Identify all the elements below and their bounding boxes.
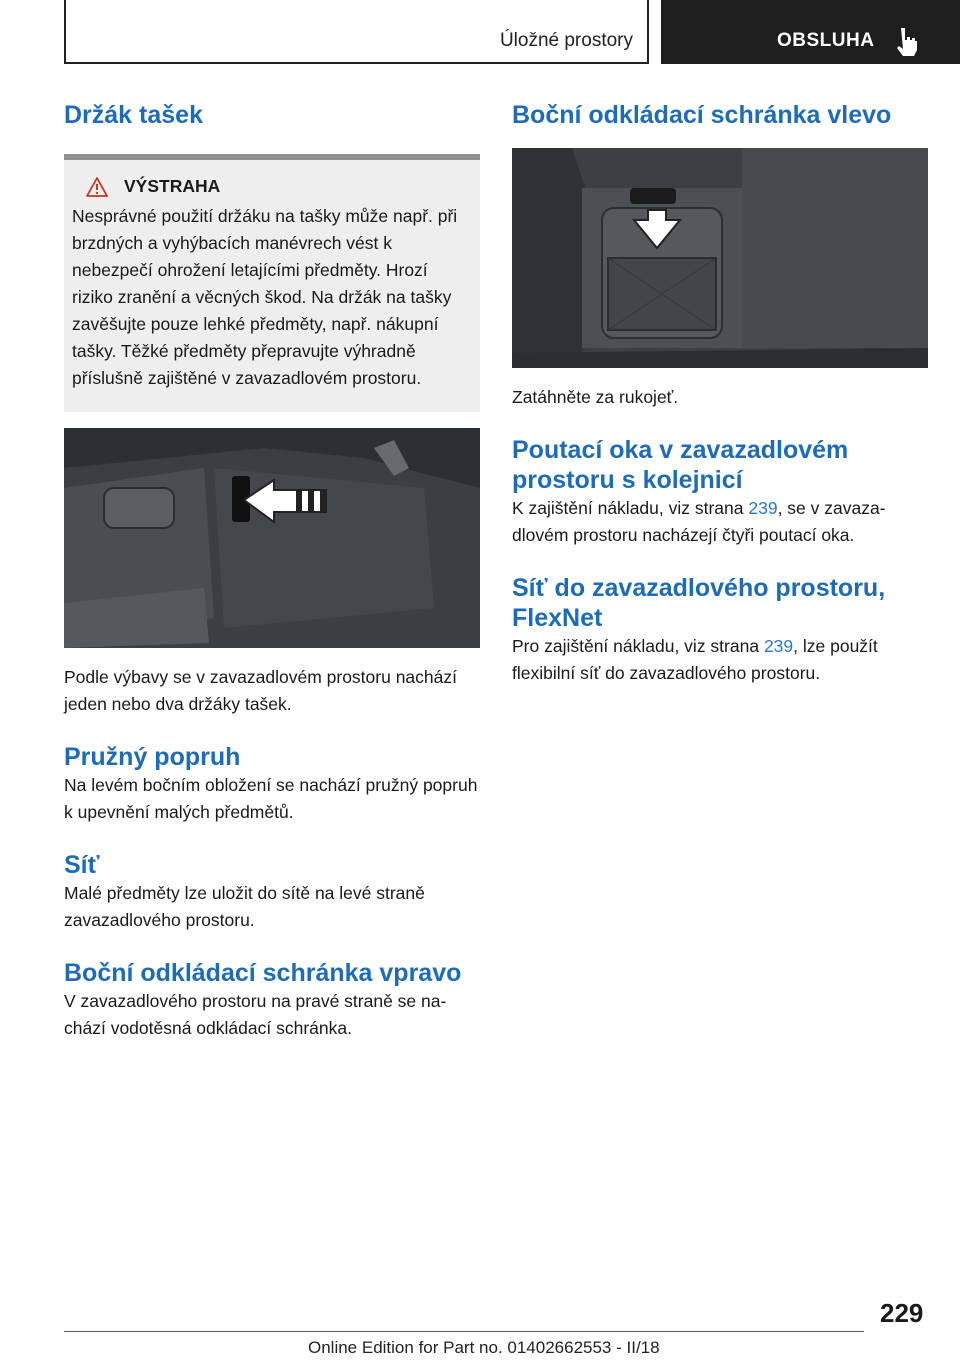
footer-edition: Online Edition for Part no. 01402662553 - II/18 [308, 1338, 660, 1357]
hand-pointer-icon [893, 26, 921, 56]
right-compartment-text: V zavazadlového prostoru na pravé straně se nachází vodotěsná odkládací schránka. [64, 991, 447, 1038]
heading-net: Síť [64, 851, 100, 879]
page-link-239-b[interactable]: 239 [763, 636, 794, 656]
figure-2-caption: Zatáhněte za rukojeť. [512, 387, 679, 407]
heading-flexnet: Síť do zavazadlového prostoru, FlexNet [512, 574, 886, 632]
elastic-strap-text: Na levém bočním obložení se nachází pružný popruh k upevnění malých předmětů. [64, 775, 478, 822]
tie-down-text-b: , se v zavazadlovém prostoru nacházejí čtyři poutací oka. [512, 498, 886, 545]
figure-1-caption: Podle výbavy se v zavazadlovém prostoru nachází jeden nebo dva držáky tašek. [64, 667, 457, 714]
left-compartment-figure [512, 148, 928, 368]
left-column [64, 100, 480, 1042]
warning-title: VÝSTRAHA [124, 176, 221, 196]
header-chapter-box [661, 0, 960, 64]
heading-tie-down-eyes: Poutací oka v zavazadlovém prostoru s kolejnicí [512, 436, 849, 494]
warning-text: Nesprávné použití držáku na tašky může např. při brzdných a vyhýbacích manévrech vést k nebezpečí ohrožení letajícími předměty. Hrozí riziko zranění a věcných škod. Na držák na tašky zavěšujte pouze lehké předměty, např. nákupní tašky. Těžké předměty přepravujte výhradně příslušně zajištěné v zavazadlovém prostoru. [72, 206, 458, 388]
warning-triangle-icon [86, 177, 108, 197]
heading-right-compartment: Boční odkládací schránka vpravo [64, 959, 462, 987]
heading-left-compartment: Boční odkládací schránka vlevo [512, 101, 892, 129]
net-text: Malé předměty lze uložit do sítě na levé straně zavazadlového prostoru. [64, 883, 425, 930]
tie-down-text-a: K zajištění nákladu, viz strana [512, 498, 749, 518]
tie-down-text [512, 495, 928, 549]
flexnet-text-b: , lze použít flexibilní síť do zavazadlového prostoru. [512, 636, 878, 683]
page-number: 229 [880, 1298, 924, 1328]
flexnet-text [512, 633, 928, 687]
heading-bag-holder: Držák tašek [64, 101, 203, 129]
bag-holder-figure [64, 428, 480, 648]
footer-divider [64, 1331, 864, 1332]
warning-box [64, 154, 480, 412]
right-column [512, 100, 928, 687]
warning-header [72, 176, 472, 197]
header-section-box [64, 0, 649, 64]
header-chapter-title: OBSLUHA [777, 30, 875, 51]
flexnet-text-a: Pro zajištění nákladu, viz strana [512, 636, 764, 656]
header-section-title: Úložné prostory [499, 30, 633, 51]
page-link-239[interactable]: 239 [748, 498, 778, 518]
heading-elastic-strap: Pružný popruh [64, 743, 241, 771]
